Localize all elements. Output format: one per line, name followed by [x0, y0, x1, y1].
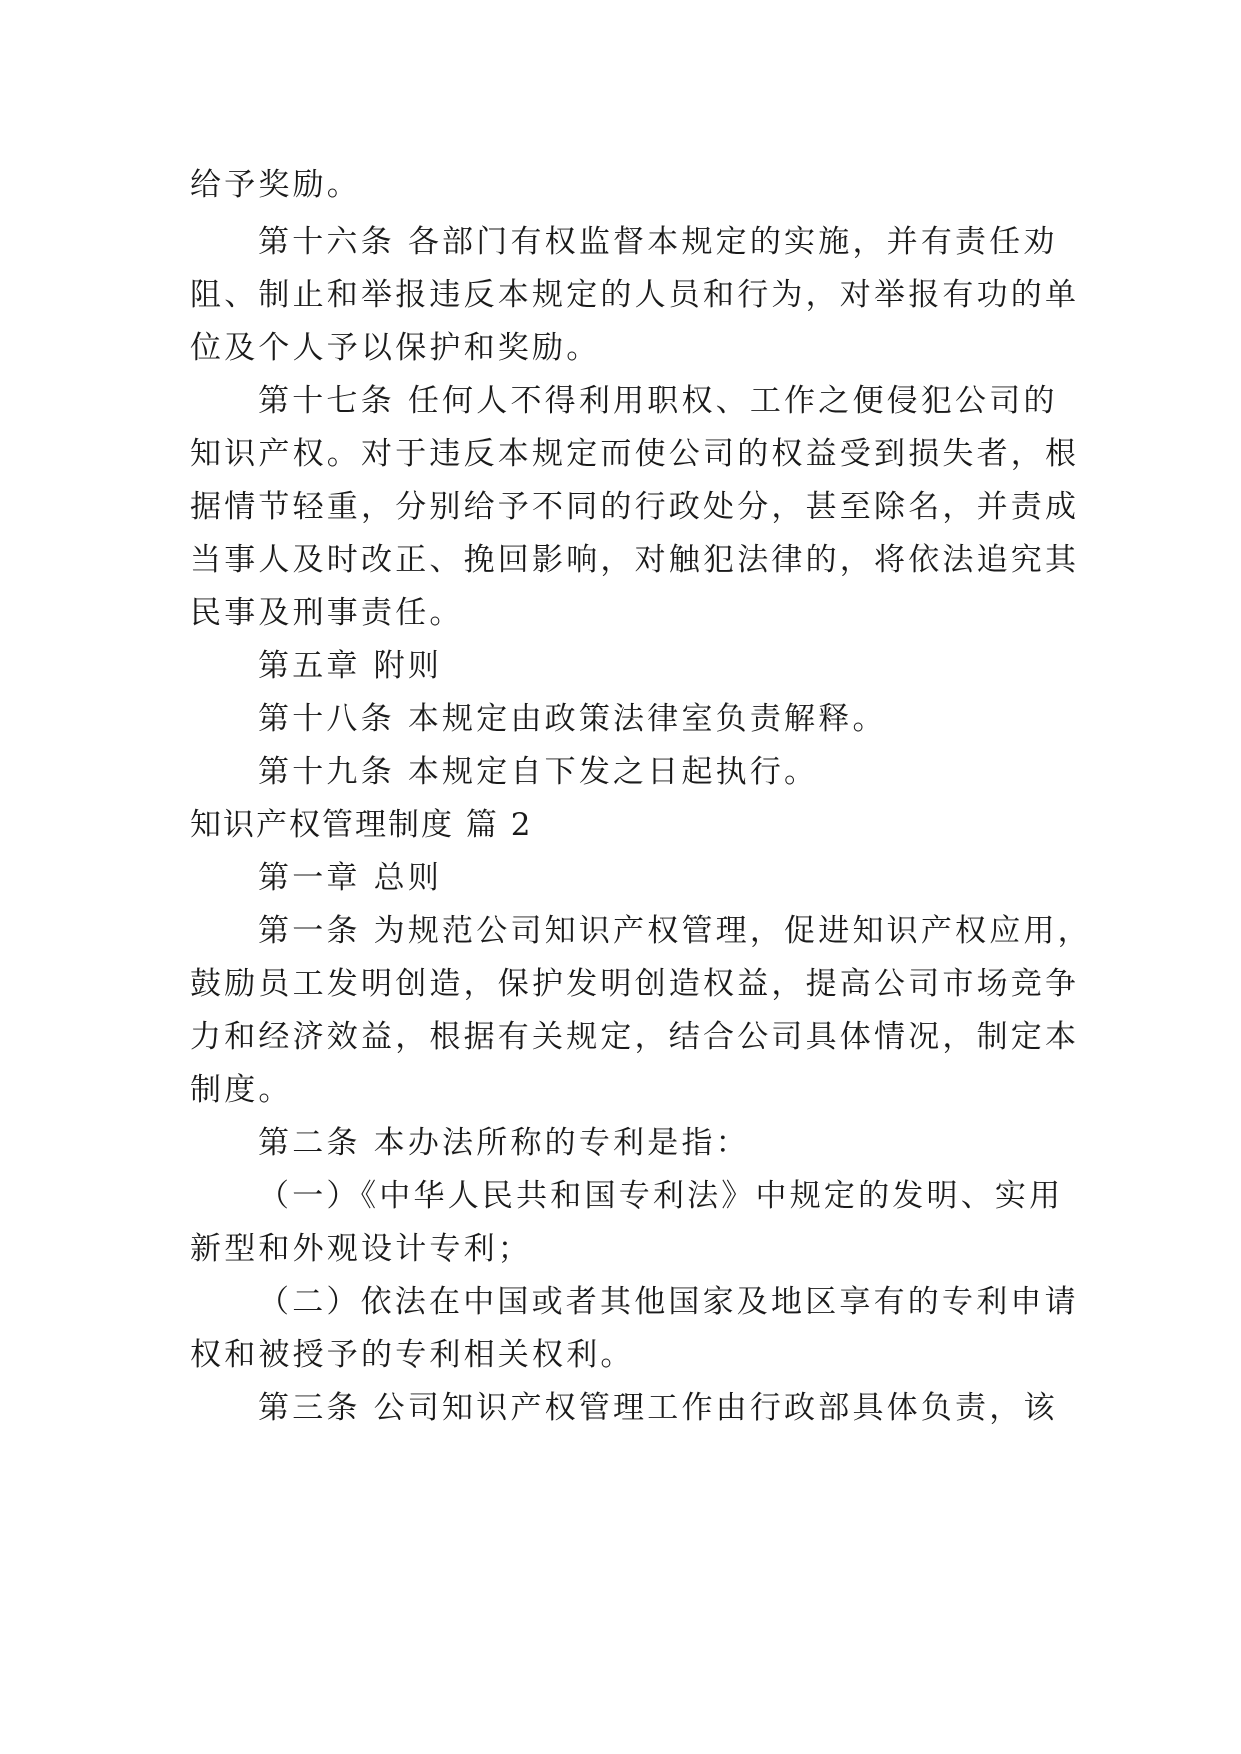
- text-line: 给予奖励。: [190, 167, 361, 203]
- text-line: 第十八条 本规定由政策法律室负责解释。: [258, 701, 887, 737]
- section-title: 知识产权管理制度 篇 2: [190, 807, 533, 843]
- chapter-heading: 第一章 总则: [258, 860, 443, 896]
- text-line: 第二条 本办法所称的专利是指：: [258, 1125, 750, 1161]
- text-line: 第十九条 本规定自下发之日起执行。: [258, 754, 819, 790]
- text-line: 权和被授予的专利相关权利。: [190, 1337, 635, 1373]
- text-line: 知识产权。对于违反本规定而使公司的权益受到损失者，根: [190, 436, 1080, 472]
- text-line: 民事及刑事责任。: [190, 595, 464, 631]
- text-line: 制度。: [190, 1072, 293, 1108]
- text-line: 位及个人予以保护和奖励。: [190, 330, 601, 366]
- text-line: 第十六条 各部门有权监督本规定的实施，并有责任劝: [258, 224, 1058, 260]
- text-line: （二）依法在中国或者其他国家及地区享有的专利申请: [258, 1284, 1079, 1320]
- text-line: （一）《中华人民共和国专利法》中规定的发明、实用: [258, 1178, 1064, 1214]
- text-line: 据情节轻重，分别给予不同的行政处分，甚至除名，并责成: [190, 489, 1080, 525]
- text-line: 当事人及时改正、挽回影响，对触犯法律的，将依法追究其: [190, 542, 1080, 578]
- text-line: 第十七条 任何人不得利用职权、工作之便侵犯公司的: [258, 383, 1058, 419]
- text-line: 第一条 为规范公司知识产权管理，促进知识产权应用，: [258, 913, 1092, 949]
- text-line: 新型和外观设计专利；: [190, 1231, 532, 1267]
- text-line: 阻、制止和举报违反本规定的人员和行为，对举报有功的单: [190, 277, 1080, 313]
- chapter-heading: 第五章 附则: [258, 648, 443, 684]
- text-line: 鼓励员工发明创造，保护发明创造权益，提高公司市场竞争: [190, 966, 1080, 1002]
- text-line: 力和经济效益，根据有关规定，结合公司具体情况，制定本: [190, 1019, 1080, 1055]
- text-line: 第三条 公司知识产权管理工作由行政部具体负责，该: [258, 1390, 1058, 1426]
